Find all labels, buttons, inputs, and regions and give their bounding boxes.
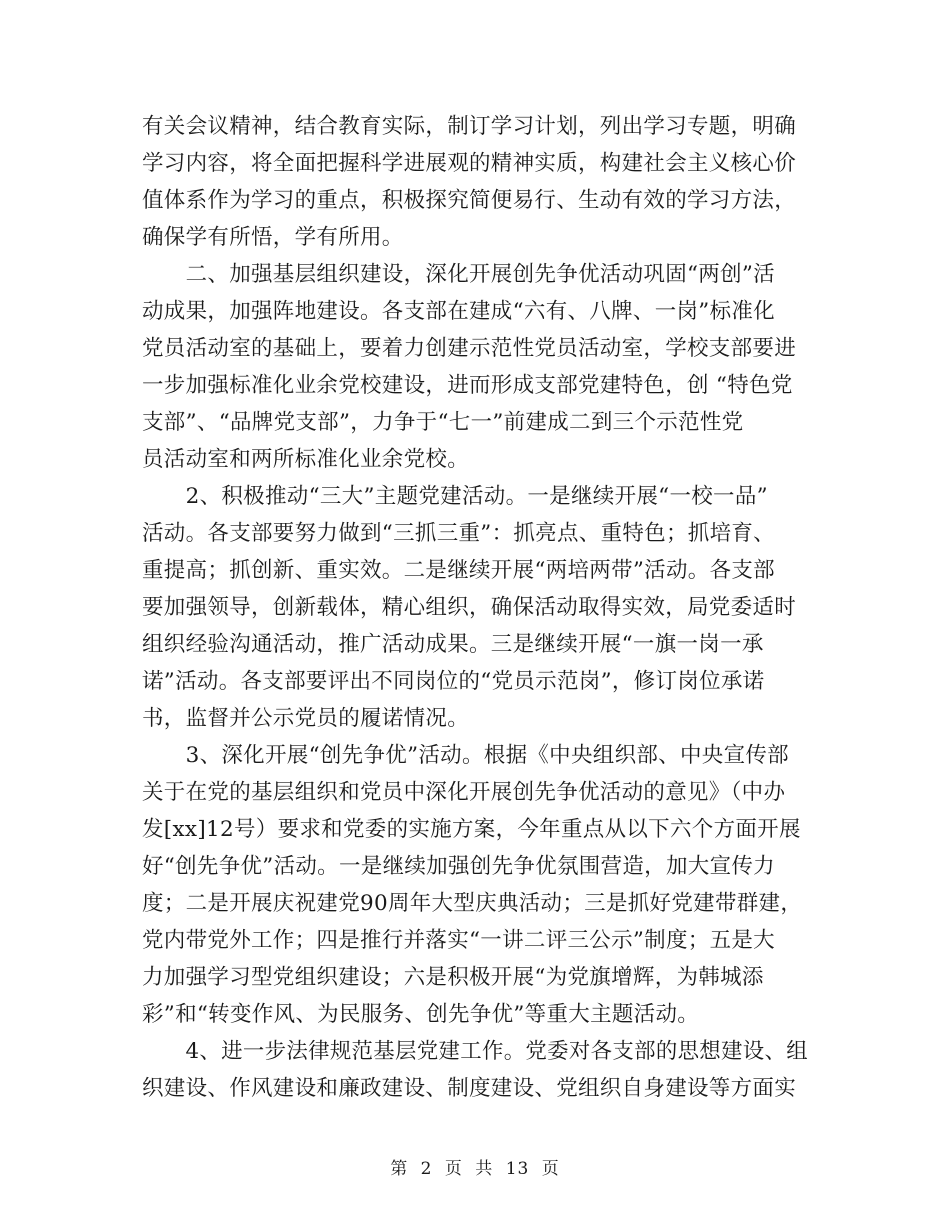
text-line: 学习内容，将全面把握科学进展观的精神实质，构建社会主义核心价 <box>142 151 797 176</box>
text-line: 好“创先争优”活动。一是继续加强创先争优氛围营造，加大宣传力 <box>142 854 775 879</box>
text-line: 支部”、“品牌党支部”，力争于“七一”前建成二到三个示范性党 <box>142 410 744 435</box>
text-line: 有关会议精神，结合教育实际，制订学习计划，列出学习专题，明确 <box>142 114 797 139</box>
text-line: 要加强领导，创新载体，精心组织，确保活动取得实效，局党委适时 <box>142 595 797 620</box>
text-line: 党内带党外工作；四是推行并落实“一讲二评三公示”制度；五是大 <box>142 928 775 953</box>
text-line: 重提高；抓创新、重实效。二是继续开展“两培两带”活动。各支部 <box>142 558 775 583</box>
text-line: 2、积极推动“三大”主题党建活动。一是继续开展“一校一品” <box>142 484 768 509</box>
body-text <box>142 108 808 1107</box>
text-line: 织建设、作风建设和廉政建设、制度建设、党组织自身建设等方面实 <box>142 1076 797 1101</box>
text-line: 发[xx]12号）要求和党委的实施方案，今年重点从以下六个方面开展 <box>142 817 801 842</box>
text-line: 书，监督并公示党员的履诺情况。 <box>142 706 470 731</box>
text-line: 力加强学习型党组织建设；六是积极开展“为党旗增辉，为韩城添 <box>142 965 764 990</box>
text-line: 二、加强基层组织建设，深化开展创先争优活动巩固“两创”活 <box>142 262 775 287</box>
text-line: 诺”活动。各支部要评出不同岗位的“党员示范岗”，修订岗位承诺 <box>142 669 765 694</box>
text-line: 一步加强标准化业余党校建设，进而形成支部党建特色，创 “特色党 <box>142 373 793 398</box>
text-line: 4、进一步法律规范基层党建工作。党委对各支部的思想建设、组 <box>142 1039 808 1064</box>
text-line: 确保学有所悟，学有所用。 <box>142 225 404 250</box>
text-line: 3、深化开展“创先争优”活动。根据《中央组织部、中央宣传部 <box>142 743 789 768</box>
text-line: 党员活动室的基础上，要着力创建示范性党员活动室，学校支部要进 <box>142 336 797 361</box>
text-line: 彩”和“转变作风、为民服务、创先争优”等重大主题活动。 <box>142 1002 700 1027</box>
page-number-footer: 第 2 页 共 13 页 <box>390 1159 560 1179</box>
text-line: 组织经验沟通活动，推广活动成果。三是继续开展“一旗一岗一承 <box>142 632 764 657</box>
text-line: 度；二是开展庆祝建党90周年大型庆典活动；三是抓好党建带群建， <box>142 891 803 916</box>
text-line: 活动。各支部要努力做到“三抓三重”：抓亮点、重特色；抓培育、 <box>142 521 775 546</box>
text-line: 关于在党的基层组织和党员中深化开展创先争优活动的意见》（中办 <box>142 780 786 805</box>
text-line: 员活动室和两所标准化业余党校。 <box>142 447 470 472</box>
text-line: 动成果，加强阵地建设。各支部在建成“六有、八牌、一岗”标准化 <box>142 299 775 324</box>
text-line: 值体系作为学习的重点，积极探究简便易行、生动有效的学习方法， <box>142 188 797 213</box>
